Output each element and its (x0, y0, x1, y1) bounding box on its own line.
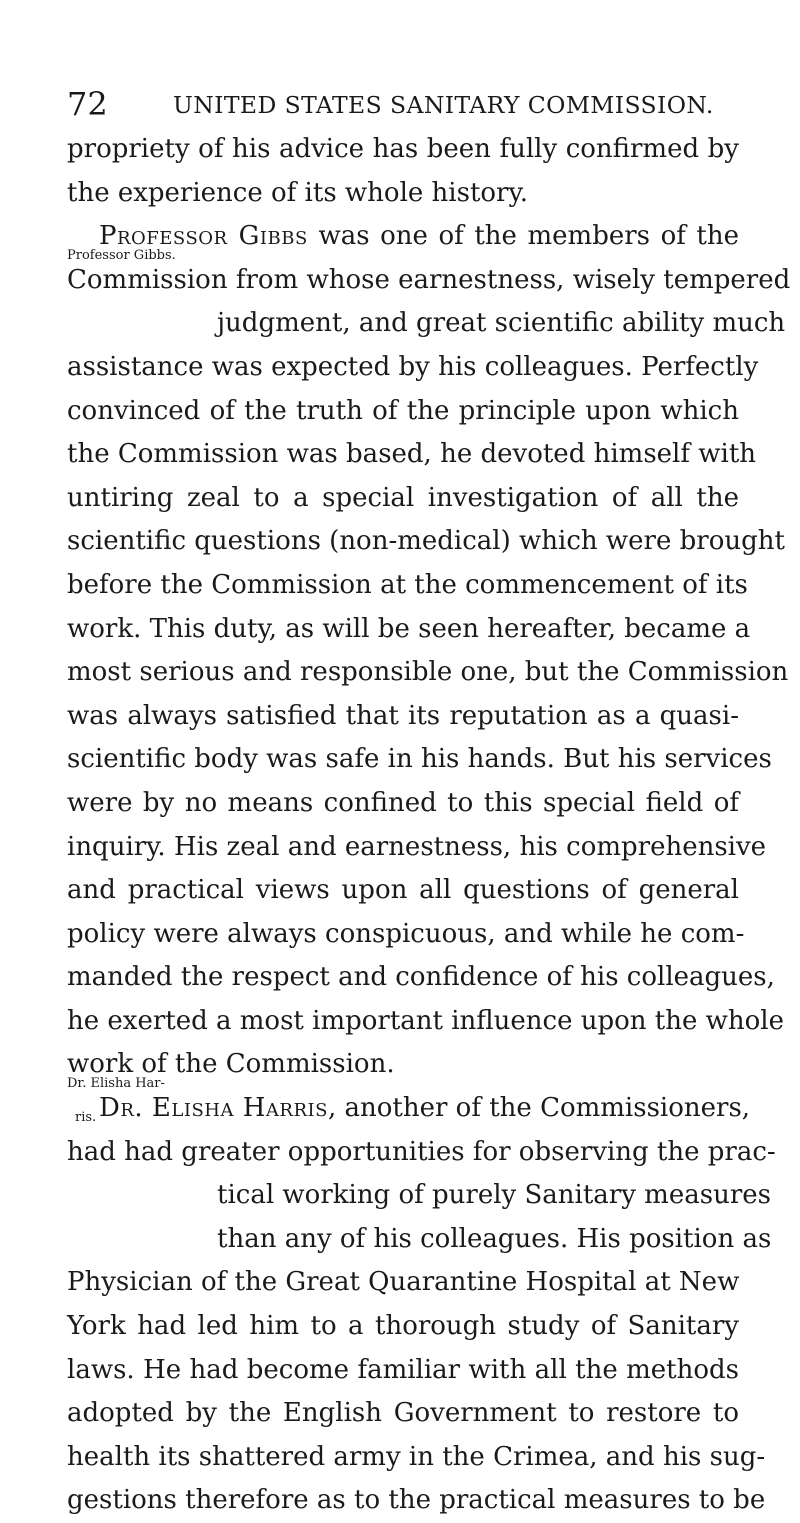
body-text (67, 128, 791, 1523)
sidenote-elisha-harris-continued: ris. (75, 1110, 97, 1125)
text-line: York had led him to a thorough study of Sanitary (67, 1311, 739, 1342)
person-name-harris: Dr. Elisha Harris (99, 1093, 328, 1124)
text-line: inquiry. His zeal and earnestness, his comprehensive (67, 831, 767, 862)
text-line: were by no means confined to this special field of (67, 787, 739, 818)
text-line: work of the Commission. (67, 1049, 395, 1080)
text-line: adopted by the English Government to restore to (67, 1398, 739, 1429)
text-line: scientific body was safe in his hands. But his services (67, 744, 772, 775)
person-name-gibbs: Professor Gibbs (99, 221, 308, 252)
running-head: UNITED STATES SANITARY COMMISSION. (173, 91, 714, 119)
text-line: tical working of purely Sanitary measures (217, 1180, 771, 1211)
text-line: convinced of the truth of the principle upon which (67, 395, 739, 426)
text-line: manded the respect and confidence of his colleagues, (67, 962, 775, 993)
text-line: work. This duty, as will be seen hereafter, became a (67, 613, 751, 644)
text-line: was always satisfied that its reputation as a quasi- (67, 700, 739, 731)
page-number: 72 (67, 85, 108, 123)
text-line: Physician of the Great Quarantine Hospital at New (67, 1267, 740, 1298)
text-line: health its shattered army in the Crimea, and his sug- (67, 1441, 766, 1472)
text-line: propriety of his advice has been fully confirmed by (67, 134, 739, 164)
text-fragment: , another of the Commissioners, (327, 1093, 751, 1124)
text-line: laws. He had become familiar with all the methods (67, 1354, 739, 1385)
text-line: scientific questions (non-medical) which were brought (67, 526, 785, 557)
page-header (67, 84, 739, 124)
text-line: Commission from whose earnestness, wisely tempered (67, 264, 791, 295)
text-line: judgment, and great scientific ability much (217, 308, 786, 339)
text-line: policy were always conspicuous, and while he com- (67, 918, 745, 949)
text-line: gestions therefore as to the practical measures to be (67, 1485, 766, 1516)
text-line: assistance was expected by his colleagues. Perfectly (67, 351, 759, 382)
text-line: had had greater opportunities for observing the prac- (67, 1136, 776, 1167)
paragraph-start-line (67, 215, 739, 259)
text-line: before the Commission at the commencement of its (67, 569, 748, 600)
text-fragment: was one of the members of the (318, 221, 740, 252)
text-line: the experience of its whole history. (67, 177, 528, 208)
text-line: and practical views upon all questions of general (67, 875, 739, 906)
paragraph-start-line (67, 1087, 751, 1131)
text-line: than any of his colleagues. His position as (217, 1223, 772, 1254)
text-line: the Commission was based, he devoted himself with (67, 439, 757, 470)
text-line: most serious and responsible one, but the Commission (67, 657, 789, 688)
sidenote-elisha-harris: Dr. Elisha Har- (67, 1076, 165, 1091)
text-line: untiring zeal to a special investigation of all the (67, 482, 739, 513)
text-line: he exerted a most important influence upon the whole (67, 1005, 784, 1036)
sidenote-professor-gibbs: Professor Gibbs. (67, 248, 176, 263)
